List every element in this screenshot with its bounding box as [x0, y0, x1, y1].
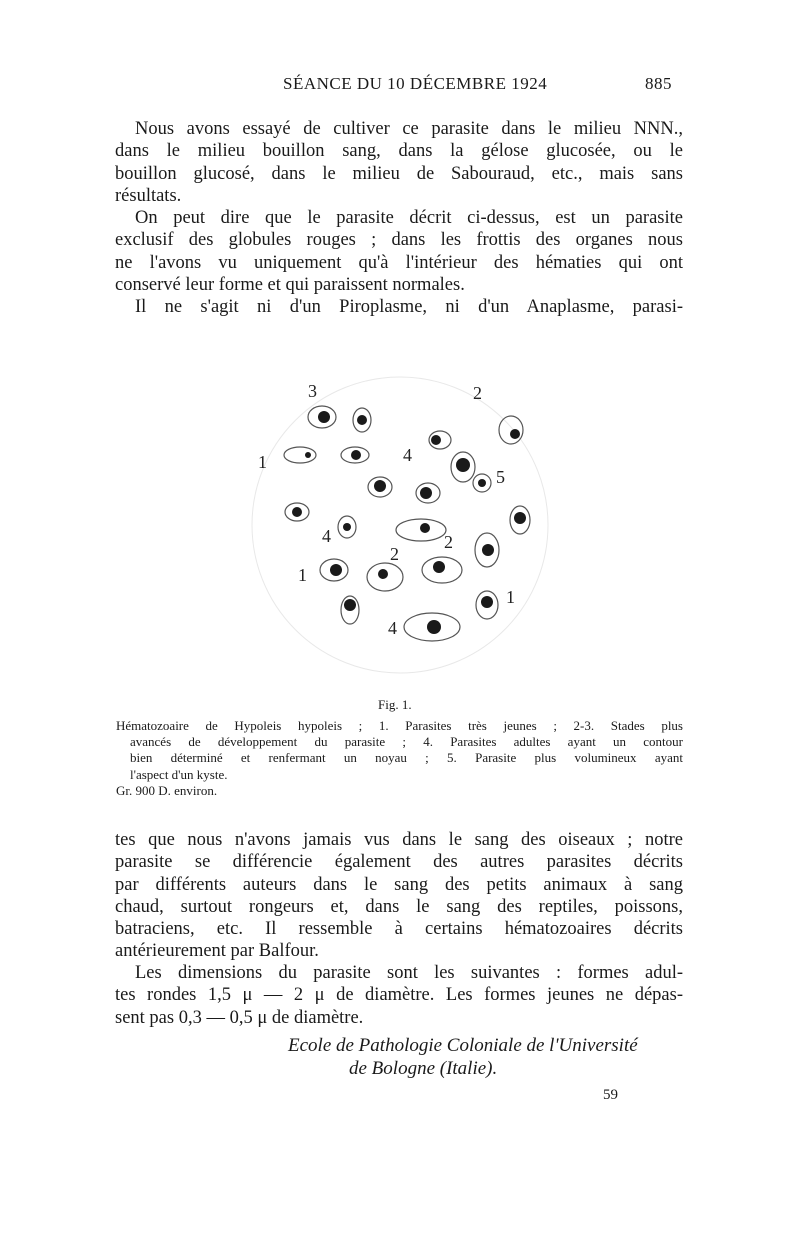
text-line: dans le milieu bouillon sang, dans la gélose glucosée, ou le [115, 141, 683, 162]
parasite [292, 507, 302, 517]
paragraph-differences [115, 829, 683, 963]
parasite [318, 411, 330, 423]
text-line: conservé leur forme et qui paraissent normales. [115, 274, 465, 295]
parasite [456, 458, 470, 472]
text-line: batraciens, etc. Il ressemble à certains hématozoaires décrits [115, 919, 683, 940]
parasite [420, 487, 432, 499]
parasite [343, 523, 351, 531]
parasite [357, 415, 367, 425]
caption-line: l'aspect d'un kyste. [130, 766, 228, 782]
figure-number-label: 3 [308, 381, 317, 401]
smear-field [252, 377, 548, 673]
caption-line: Gr. 900 D. environ. [116, 782, 218, 798]
figure-number-label: 2 [444, 532, 453, 552]
text-line: On peut dire que le parasite décrit ci-dessus, est un parasite [135, 208, 683, 228]
figure-number-label: 2 [390, 544, 399, 564]
parasite [305, 452, 311, 458]
text-line: exclusif des globules rouges ; dans les frottis des organes nous [115, 230, 683, 251]
text-line: tes rondes 1,5 μ — 2 μ de diamètre. Les formes jeunes ne dépas- [115, 985, 683, 1006]
parasite [374, 480, 386, 492]
figure-number-label: 4 [322, 526, 331, 546]
erythrocyte [284, 447, 316, 463]
text-line: ne l'avons vu uniquement qu'à l'intérieur des hématies qui ont [115, 252, 683, 273]
figure-number-label: 5 [496, 467, 505, 487]
figure-number-label: 4 [388, 618, 397, 638]
text-line: résultats. [115, 185, 182, 206]
parasite [482, 544, 494, 556]
text-line: chaud, surtout rongeurs et, dans le sang des reptiles, poissons, [115, 896, 683, 917]
caption-line: avancés de développement du parasite ; 4. Parasites adultes ayant un contour [130, 734, 683, 750]
affiliation-line-2: de Bologne (Italie). [349, 1058, 498, 1079]
text-line: tes que nous n'avons jamais vus dans le sang des oiseaux ; notre [115, 830, 683, 850]
parasite [427, 620, 441, 634]
paragraph-culture-attempts [115, 118, 683, 207]
paragraph-dimensions [115, 962, 683, 1029]
text-line: parasite se différencie également des autres parasites décrits [115, 852, 683, 873]
parasite [351, 450, 361, 460]
signature-mark: 59 [603, 1087, 618, 1103]
text-line: Il ne s'agit ni d'un Piroplasme, ni d'un Anaplasme, parasi- [135, 297, 683, 317]
figure-number-label: 1 [298, 565, 307, 585]
parasite [431, 435, 441, 445]
text-line: Les dimensions du parasite sont les suivantes : formes adul- [135, 963, 683, 983]
parasite [514, 512, 526, 524]
figure-number-label: 1 [506, 587, 515, 607]
text-line: par différents auteurs dans le sang des petits animaux à sang [115, 874, 683, 895]
parasite [344, 599, 356, 611]
parasite [420, 523, 430, 533]
parasite [478, 479, 486, 487]
affiliation-line-1: Ecole de Pathologie Coloniale de l'Université [288, 1035, 638, 1056]
parasite [330, 564, 342, 576]
parasite [481, 596, 493, 608]
parasite [433, 561, 445, 573]
figure-caption [116, 718, 683, 799]
text-line: antérieurement par Balfour. [115, 941, 319, 962]
running-header-title: SÉANCE DU 10 DÉCEMBRE 1924 [283, 74, 548, 93]
figure-blood-smear [250, 355, 550, 690]
caption-line: bien déterminé et renfermant un noyau ; 5. Parasite plus volumineux ayant [130, 750, 683, 766]
figure-number-label: 2 [473, 383, 482, 403]
caption-line: Hématozoaire de Hypoleis hypoleis ; 1. Parasites très jeunes ; 2-3. Stades plus [116, 718, 683, 733]
parasite [378, 569, 388, 579]
erythrocyte [499, 416, 523, 444]
paragraph-red-globules [115, 207, 683, 296]
text-line: sent pas 0,3 — 0,5 μ de diamètre. [115, 1007, 364, 1028]
paragraph-piroplasm [115, 296, 683, 318]
page-number: 885 [645, 74, 672, 93]
text-line: Nous avons essayé de cultiver ce parasite dans le milieu NNN., [135, 119, 683, 139]
figure-label: Fig. 1. [378, 697, 412, 712]
parasite [510, 429, 520, 439]
figure-number-label: 4 [403, 445, 412, 465]
text-line: bouillon glucosé, dans le milieu de Sabouraud, etc., mais sans [115, 163, 683, 184]
figure-number-label: 1 [258, 452, 267, 472]
